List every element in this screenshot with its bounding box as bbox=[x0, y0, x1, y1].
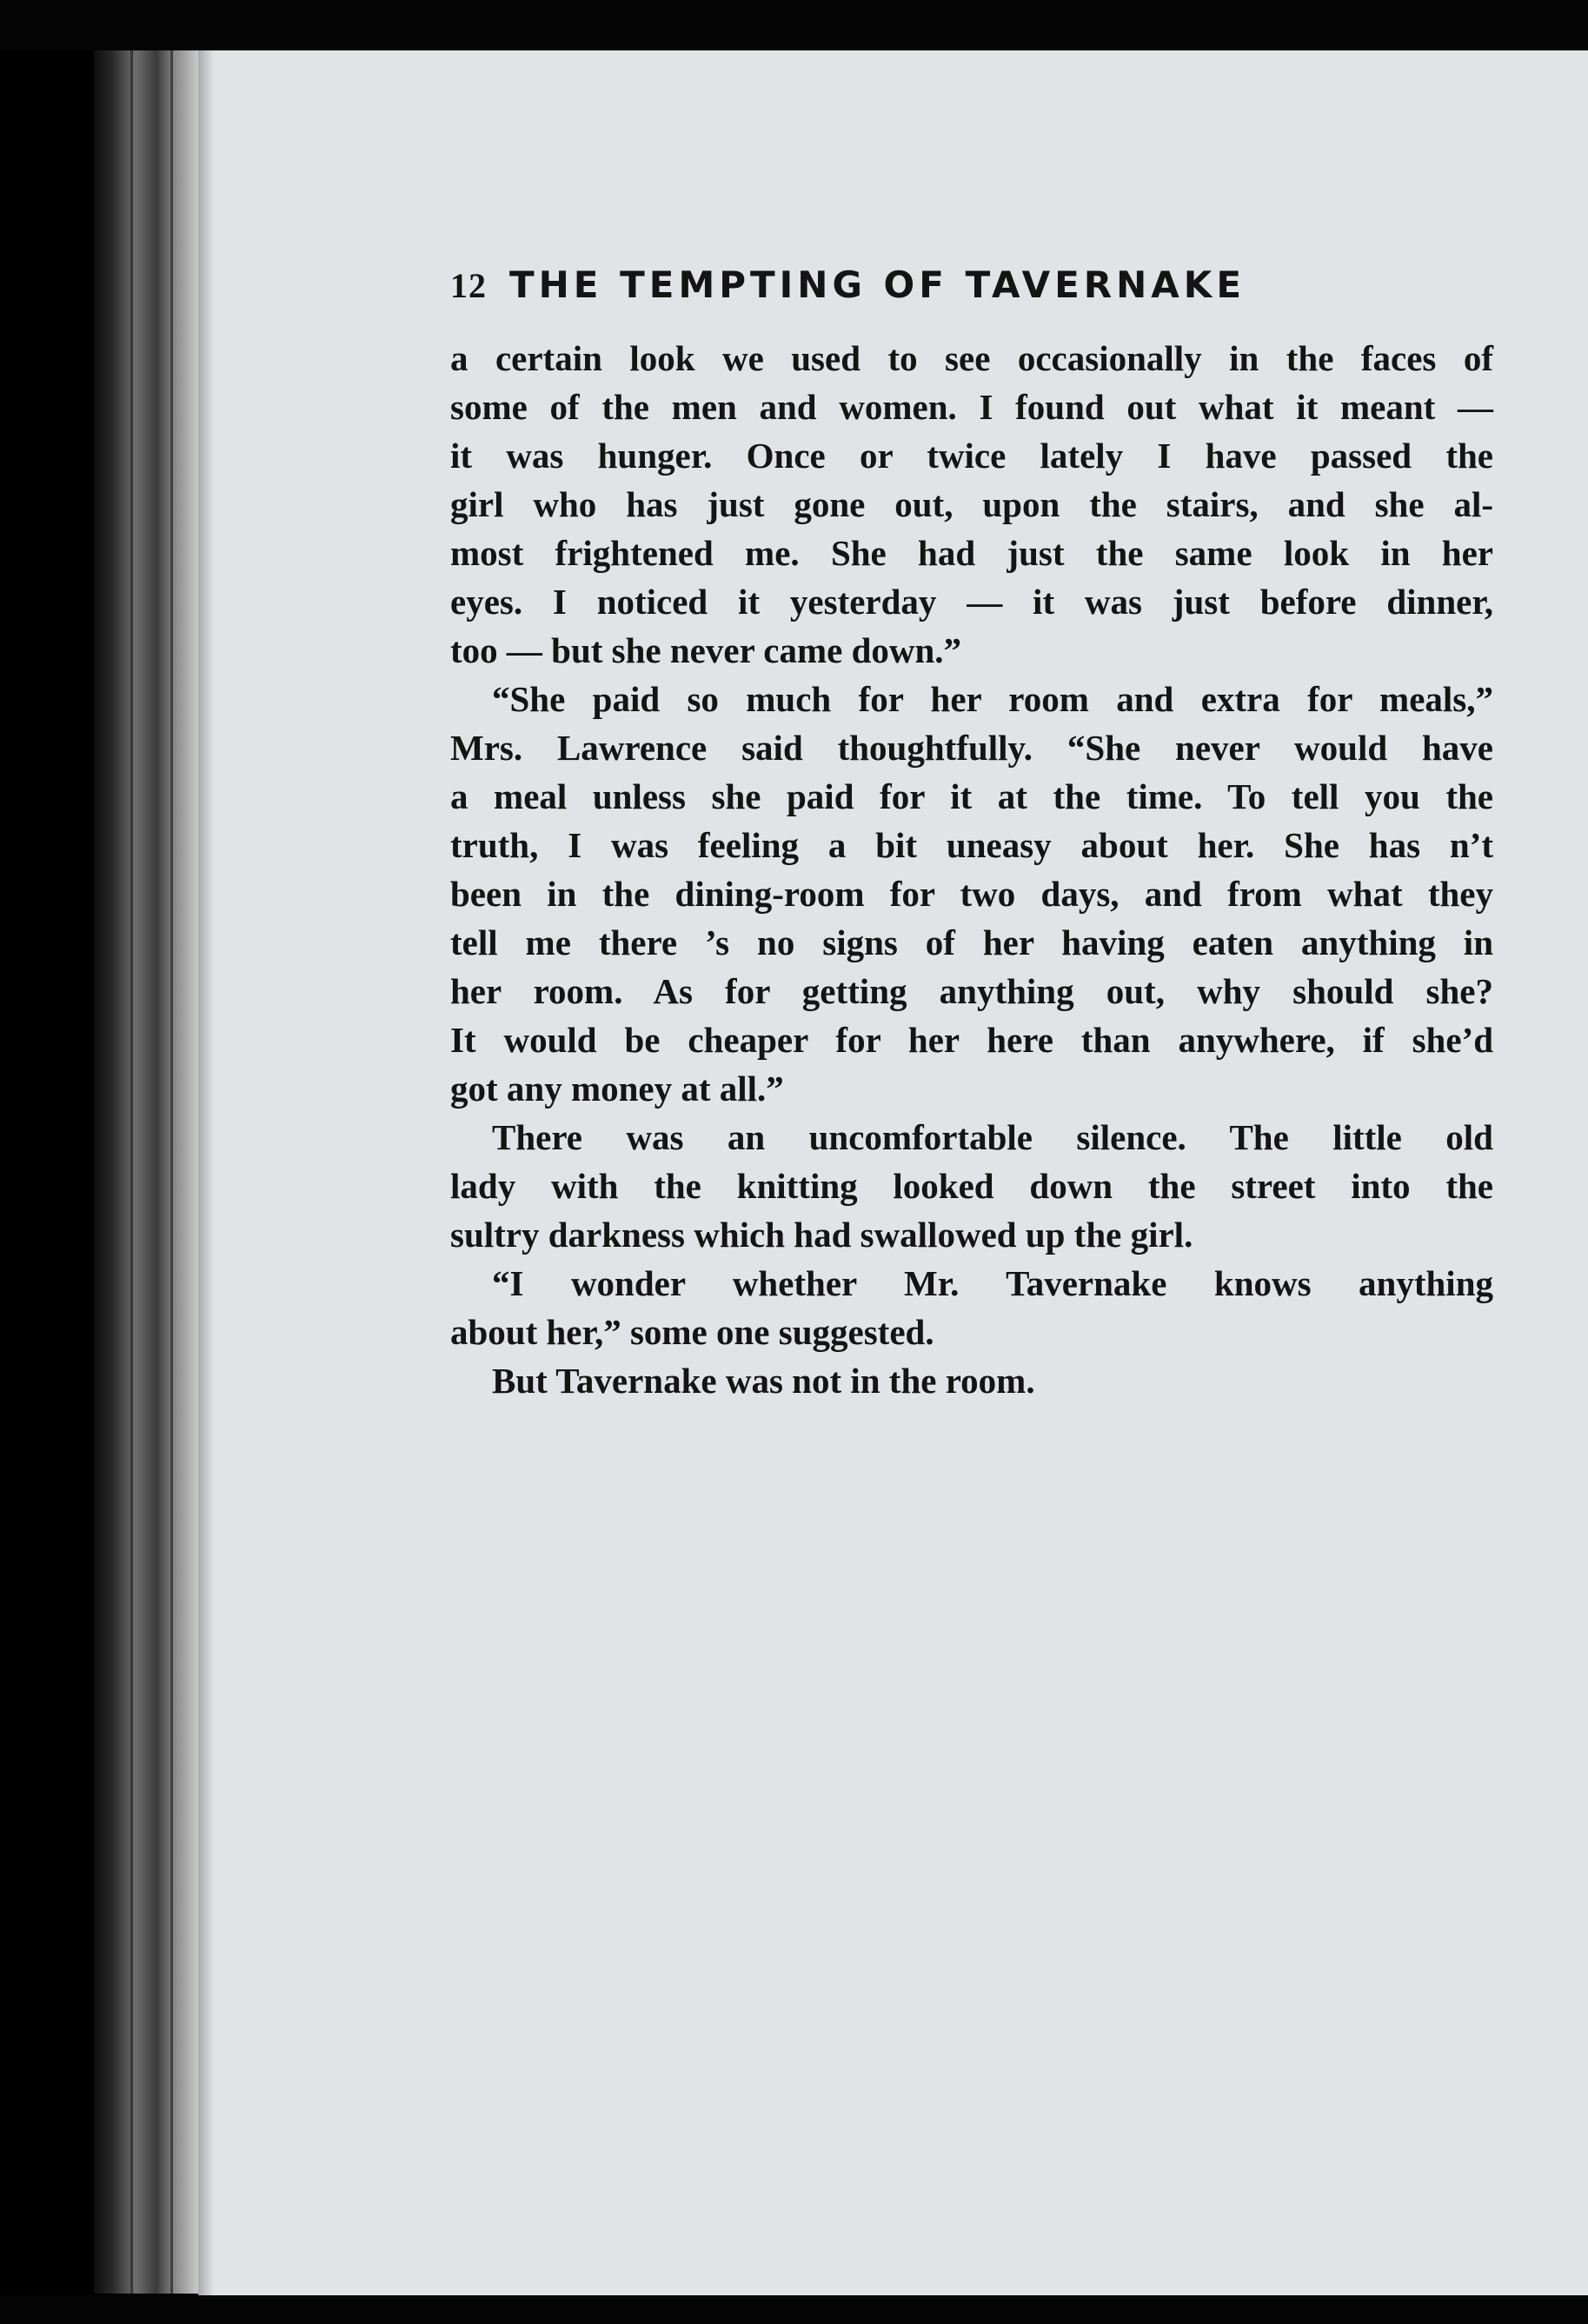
paragraph bbox=[450, 675, 1493, 1113]
paragraph bbox=[450, 334, 1493, 675]
text-line: sultry darkness which had swallowed up the girl. bbox=[450, 1215, 1193, 1255]
text-line: most frightened me. She had just the same look in her bbox=[450, 533, 1493, 573]
book-spine bbox=[94, 50, 198, 2294]
text-line: about her,” some one suggested. bbox=[450, 1312, 934, 1352]
text-line: “She paid so much for her room and extra for meals,” bbox=[492, 679, 1493, 719]
spine-crease bbox=[130, 50, 133, 2294]
text-line: too — but she never came down.” bbox=[450, 630, 962, 670]
paragraph bbox=[450, 1113, 1493, 1259]
text-line: a certain look we used to see occasionally in the faces of bbox=[450, 338, 1493, 378]
text-line: tell me there ’s no signs of her having eaten anything in bbox=[450, 922, 1493, 962]
text-line: got any money at all.” bbox=[450, 1069, 784, 1109]
spine-crease bbox=[170, 50, 173, 2294]
text-line: eyes. I noticed it yesterday — it was just before dinner, bbox=[450, 582, 1493, 622]
text-line: “I wonder whether Mr. Tavernake knows anything bbox=[492, 1263, 1493, 1303]
text-line: it was hunger. Once or twice lately I have passed the bbox=[450, 436, 1493, 476]
text-line: truth, I was feeling a bit uneasy about her. She has n’t bbox=[450, 825, 1493, 865]
page-gutter-shadow bbox=[198, 50, 214, 2302]
text-line: But Tavernake was not in the room. bbox=[492, 1361, 1035, 1401]
paragraph bbox=[450, 1356, 1493, 1405]
scan-top-border bbox=[0, 0, 1588, 50]
text-line: lady with the knitting looked down the street into the bbox=[450, 1166, 1493, 1206]
text-line: some of the men and women. I found out what it meant — bbox=[450, 387, 1493, 427]
running-header bbox=[450, 257, 1493, 334]
text-line: girl who has just gone out, upon the stairs, and she al- bbox=[450, 484, 1493, 524]
running-title: THE TEMPTING OF TAVERNAKE bbox=[509, 263, 1246, 306]
text-line: Mrs. Lawrence said thoughtfully. “She never would have bbox=[450, 728, 1493, 768]
text-line: It would be cheaper for her here than anywhere, if she’d bbox=[450, 1020, 1493, 1060]
text-line: been in the dining-room for two days, and from what they bbox=[450, 874, 1493, 914]
page-number: 12 bbox=[450, 266, 487, 305]
body-text bbox=[450, 334, 1493, 1405]
paragraph bbox=[450, 1259, 1493, 1356]
text-line: a meal unless she paid for it at the time. To tell you the bbox=[450, 776, 1493, 816]
text-line: her room. As for getting anything out, why should she? bbox=[450, 971, 1493, 1011]
page-text-block bbox=[450, 257, 1493, 1405]
scan-bottom-border bbox=[0, 2295, 1588, 2324]
text-line: There was an uncomfortable silence. The little old bbox=[492, 1117, 1493, 1157]
